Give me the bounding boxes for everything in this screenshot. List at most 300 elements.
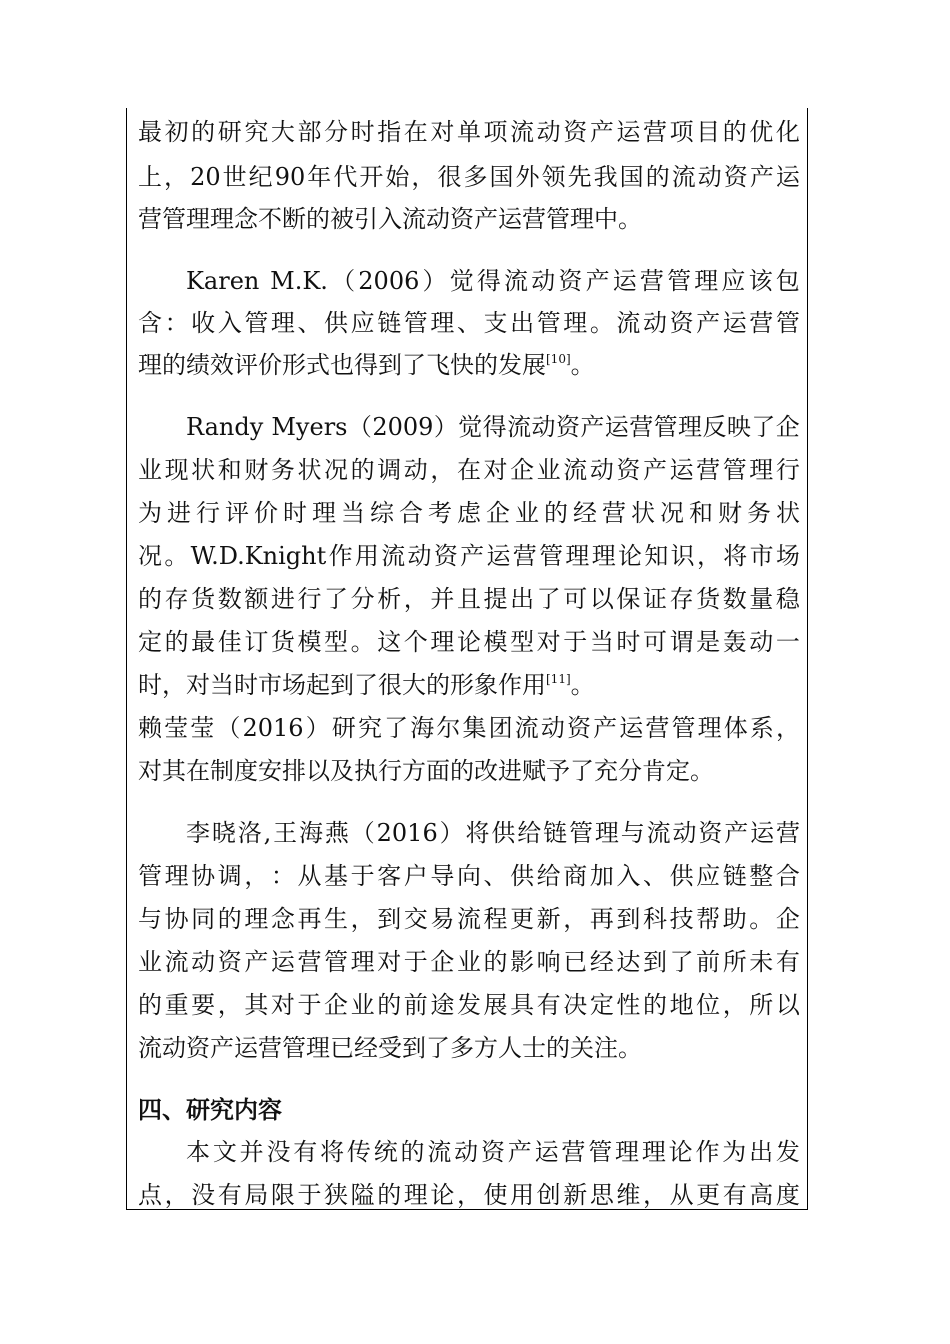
text-glyph: 企 [510, 456, 535, 484]
text-glyph: 当 [589, 628, 614, 656]
text-line [138, 584, 800, 614]
text-glyph: 链 [722, 862, 747, 890]
text-glyph: 资 [669, 309, 694, 337]
text-glyph: 管 [588, 1138, 613, 1166]
text-glyph: 最 [138, 118, 162, 146]
text-glyph: 燕 [324, 819, 349, 847]
text-line [138, 904, 800, 934]
text-glyph: 新 [536, 905, 561, 933]
text-glyph: 理 [430, 309, 455, 337]
text-glyph: 反 [702, 413, 727, 441]
text-glyph: 该 [748, 267, 773, 295]
text-glyph: 多 [463, 163, 488, 191]
text-glyph: 流 [456, 905, 481, 933]
text-glyph: ， [696, 542, 721, 570]
text-glyph: 创 [536, 1181, 561, 1209]
text-glyph: 营 [645, 714, 670, 742]
text-glyph: 链 [543, 819, 568, 847]
text-glyph: 理 [270, 309, 295, 337]
text-glyph: 有 [775, 948, 800, 976]
text-glyph: 。 [164, 542, 189, 570]
text-glyph: 项 [483, 118, 508, 146]
text-glyph: 谓 [669, 628, 694, 656]
text-run: 。 [570, 671, 595, 699]
text-glyph: , [263, 819, 272, 847]
text-line [186, 818, 800, 848]
text-glyph: 于 [403, 948, 428, 976]
text-glyph: 到 [616, 905, 641, 933]
text-glyph: 晓 [211, 819, 236, 847]
text-glyph: 分 [350, 585, 375, 613]
text-glyph: 为 [722, 1138, 747, 1166]
text-glyph: 给 [517, 819, 542, 847]
text-glyph: 。 [749, 905, 774, 933]
text-glyph: ， [217, 991, 242, 1019]
text-glyph: 觉 [458, 413, 483, 441]
text-glyph: 流 [164, 948, 189, 976]
text-glyph: 经 [573, 499, 597, 527]
text-glyph: 、 [483, 862, 508, 890]
text-glyph: 客 [377, 862, 402, 890]
text-glyph: 供 [491, 819, 516, 847]
text-glyph: 的 [377, 991, 402, 1019]
text-glyph: 所 [722, 948, 747, 976]
text-glyph: M.K. [270, 267, 328, 295]
text-glyph: 并 [430, 585, 455, 613]
text-glyph: 数 [722, 585, 747, 613]
text-glyph: 运 [534, 1138, 559, 1166]
text-glyph: 具 [510, 991, 535, 1019]
text-glyph: 决 [563, 991, 588, 1019]
text-glyph: 这 [377, 628, 402, 656]
text-glyph: 没 [266, 1138, 291, 1166]
text-glyph: 个 [403, 628, 428, 656]
text-glyph: 动 [672, 819, 697, 847]
text-glyph: 资 [217, 948, 242, 976]
text-glyph: 理 [697, 714, 722, 742]
text-glyph: 向 [456, 862, 481, 890]
text-glyph: 2009 [372, 413, 434, 441]
text-glyph: 的 [164, 628, 189, 656]
text-glyph: 入 [217, 309, 242, 337]
text-glyph: 含 [138, 309, 162, 337]
text-glyph: 动 [407, 542, 432, 570]
text-glyph: 文 [212, 1138, 237, 1166]
text-glyph: 论 [668, 1138, 693, 1166]
text-glyph: 上 [138, 163, 162, 191]
text-glyph: 了 [324, 585, 349, 613]
text-glyph: 对 [270, 991, 295, 1019]
text-glyph: 李 [186, 819, 210, 847]
text-glyph: 存 [669, 585, 694, 613]
section-heading: 四、研究内容 [138, 1095, 282, 1124]
text-glyph: 动 [191, 948, 216, 976]
text-glyph: 最 [191, 628, 216, 656]
text-glyph: 流 [504, 267, 529, 295]
text-glyph: 在 [403, 118, 428, 146]
text-line [138, 990, 800, 1020]
text-glyph: 莹 [190, 714, 215, 742]
text-glyph: 时 [616, 628, 641, 656]
text-glyph: ） [439, 819, 464, 847]
text-glyph: 运 [775, 163, 800, 191]
text-glyph: 用 [510, 1181, 535, 1209]
text-glyph: 年 [307, 163, 332, 191]
text-run: 时，对当时市场起到了很大的形象作用 [138, 671, 546, 699]
text-glyph: 出 [749, 1138, 774, 1166]
text-glyph: 初 [164, 118, 189, 146]
text-glyph: 于 [297, 991, 322, 1019]
text-glyph: 业 [350, 991, 375, 1019]
text-glyph: 流 [616, 309, 641, 337]
text-glyph: 于 [297, 1181, 322, 1209]
text-glyph: 的 [642, 991, 667, 1019]
text-glyph: 理 [565, 542, 590, 570]
text-glyph: 运 [669, 456, 694, 484]
text-line [138, 162, 800, 192]
text-glyph: 分 [324, 118, 349, 146]
text-glyph: 对 [377, 948, 402, 976]
text-glyph: 进 [270, 585, 295, 613]
text-glyph: 交 [403, 905, 428, 933]
text-glyph: 整 [749, 862, 774, 890]
text-glyph: 始 [385, 163, 410, 191]
text-glyph: 易 [430, 905, 455, 933]
text-glyph: 性 [616, 991, 641, 1019]
text-glyph: 管 [671, 714, 696, 742]
text-glyph: 营 [512, 542, 537, 570]
text-glyph: 作 [328, 542, 353, 570]
text-glyph: 货 [270, 628, 295, 656]
text-glyph: 基 [324, 862, 349, 890]
text-glyph: ， [350, 905, 375, 933]
text-glyph: 况 [324, 456, 349, 484]
text-glyph: 得 [476, 267, 501, 295]
text-glyph: ， [411, 163, 436, 191]
text-glyph: 理 [591, 542, 616, 570]
text-glyph: 业 [536, 456, 561, 484]
text-glyph: 隘 [350, 1181, 375, 1209]
text-glyph: 我 [593, 163, 618, 191]
text-line: 流动资产运营管理已经受到了多方人士的关注。 [138, 1034, 642, 1062]
text-glyph: 企 [324, 991, 349, 1019]
text-glyph: 运 [486, 542, 511, 570]
text-glyph: 营 [642, 118, 667, 146]
text-glyph: 理 [678, 413, 703, 441]
text-glyph: 纪 [248, 163, 273, 191]
text-line [138, 713, 800, 743]
text-glyph: 前 [696, 948, 721, 976]
text-glyph: ， [775, 714, 800, 742]
text-glyph: （ [216, 714, 241, 742]
text-glyph: 从 [669, 1181, 694, 1209]
text-glyph: 、 [297, 309, 322, 337]
text-glyph: 到 [377, 905, 402, 933]
text-glyph: 产 [507, 1138, 532, 1166]
text-run: 理的绩效评价形式也得到了飞快的发展 [138, 351, 546, 379]
text-glyph: 并 [239, 1138, 264, 1166]
text-glyph: ） [422, 267, 447, 295]
text-glyph: 当 [341, 499, 365, 527]
text-glyph: 理 [615, 1138, 639, 1166]
text-glyph: 发 [456, 991, 481, 1019]
text-glyph: 行 [297, 585, 322, 613]
text-glyph: 。 [350, 628, 375, 656]
text-glyph: 国 [489, 163, 514, 191]
text-glyph: 位 [696, 991, 721, 1019]
text-glyph: 况 [660, 499, 684, 527]
text-glyph: 资 [563, 118, 588, 146]
text-glyph: 行 [196, 499, 220, 527]
text-glyph: 更 [696, 1181, 721, 1209]
text-glyph: 财 [718, 499, 742, 527]
text-glyph: 大 [270, 118, 295, 146]
text-glyph: 产 [696, 309, 721, 337]
text-glyph: 海 [299, 819, 324, 847]
text-glyph: ， [642, 1181, 667, 1209]
text-glyph: 作 [695, 1138, 720, 1166]
text-line [138, 947, 800, 977]
text-glyph: 合 [399, 499, 423, 527]
text-glyph: 给 [536, 862, 561, 890]
text-glyph: 以 [775, 991, 800, 1019]
text-glyph: 型 [510, 628, 535, 656]
text-glyph: 所 [749, 991, 774, 1019]
text-glyph: 进 [167, 499, 191, 527]
text-glyph: 导 [430, 862, 455, 890]
text-glyph: 理 [641, 1138, 666, 1166]
text-glyph: 资 [698, 819, 723, 847]
text-glyph: 统 [373, 1138, 398, 1166]
text-glyph: 响 [536, 948, 561, 976]
text-glyph: 了 [751, 413, 776, 441]
text-glyph: 流 [646, 819, 671, 847]
text-glyph: ） [433, 413, 458, 441]
text-glyph: 技 [669, 905, 694, 933]
text-glyph: 产 [460, 542, 485, 570]
text-glyph: 发 [775, 1138, 800, 1166]
text-line [138, 117, 800, 147]
text-glyph: 没 [191, 1181, 216, 1209]
text-glyph: 团 [488, 714, 513, 742]
text-glyph: 以 [589, 585, 614, 613]
text-glyph: 映 [726, 413, 751, 441]
text-glyph: 资 [555, 413, 580, 441]
text-glyph: 应 [350, 309, 375, 337]
text-glyph: 可 [642, 628, 667, 656]
text-glyph: 知 [644, 542, 669, 570]
text-glyph: 与 [138, 905, 162, 933]
text-glyph: 和 [689, 499, 713, 527]
text-glyph: 部 [297, 118, 322, 146]
text-glyph: 资 [616, 456, 641, 484]
text-glyph: 状 [191, 456, 216, 484]
text-glyph: 研 [331, 714, 356, 742]
text-glyph: 莹 [164, 714, 189, 742]
text-glyph: 影 [510, 948, 535, 976]
text-glyph: 时 [350, 118, 375, 146]
text-glyph: 考 [428, 499, 452, 527]
text-glyph: 的 [483, 948, 508, 976]
text-glyph: 管 [653, 413, 678, 441]
text-glyph: 企 [775, 413, 800, 441]
text-glyph: 对 [536, 628, 561, 656]
text-glyph: 尔 [436, 714, 461, 742]
text-line [138, 541, 800, 571]
text-glyph: 流 [510, 118, 535, 146]
text-glyph: 系 [749, 714, 774, 742]
text-glyph: 流 [671, 163, 696, 191]
text-glyph: 营 [639, 267, 664, 295]
text-glyph: 管 [536, 309, 561, 337]
text-glyph: 流 [514, 714, 539, 742]
text-glyph: 再 [589, 905, 614, 933]
text-glyph: 定 [589, 991, 614, 1019]
text-run: 。 [570, 351, 595, 379]
text-glyph: 理 [563, 309, 588, 337]
text-glyph: 数 [217, 585, 242, 613]
text-glyph: 链 [377, 309, 402, 337]
text-glyph: 量 [749, 585, 774, 613]
text-glyph: 产 [580, 413, 605, 441]
text-glyph: 合 [775, 862, 800, 890]
text-glyph: 动 [454, 1138, 479, 1166]
text-line [186, 1137, 800, 1167]
text-glyph: 论 [456, 628, 481, 656]
text-glyph: W.D.Knight [190, 542, 327, 570]
text-glyph: 业 [138, 948, 162, 976]
text-glyph: 流 [507, 413, 532, 441]
text-glyph: 运 [616, 118, 641, 146]
text-glyph: 生 [324, 905, 349, 933]
text-glyph: 状 [297, 456, 322, 484]
text-glyph: 海 [410, 714, 435, 742]
text-glyph: ， [164, 163, 189, 191]
text-glyph: 供 [510, 862, 535, 890]
text-glyph: 调 [217, 862, 242, 890]
text-glyph: ， [430, 456, 455, 484]
text-glyph: 运 [604, 413, 629, 441]
text-glyph: 同 [191, 905, 216, 933]
text-glyph: 很 [437, 163, 462, 191]
text-glyph: 将 [465, 819, 490, 847]
text-glyph: 。 [589, 309, 614, 337]
text-glyph: 状 [631, 499, 655, 527]
text-glyph: 产 [642, 456, 667, 484]
text-glyph: 开 [359, 163, 384, 191]
text-glyph: 现 [164, 456, 189, 484]
text-glyph: 证 [642, 585, 667, 613]
text-glyph: 限 [270, 1181, 295, 1209]
text-glyph: 达 [616, 948, 641, 976]
text-glyph: 业 [138, 456, 162, 484]
text-line: 对其在制度安排以及执行方面的改进赋予了充分肯定。 [138, 757, 714, 785]
text-glyph: 稳 [775, 585, 800, 613]
text-glyph: 2006 [358, 267, 420, 295]
text-glyph: 化 [775, 118, 800, 146]
text-glyph: 在 [456, 456, 481, 484]
text-glyph: 管 [667, 267, 692, 295]
text-glyph: 动 [536, 118, 561, 146]
text-glyph: 协 [191, 862, 216, 890]
text-glyph: 理 [694, 267, 719, 295]
text-glyph: 管 [244, 309, 269, 337]
text-glyph: 市 [749, 542, 774, 570]
text-glyph: 运 [612, 267, 637, 295]
text-glyph: ， [456, 1181, 481, 1209]
text-glyph: 运 [750, 819, 775, 847]
text-glyph: ， [722, 991, 747, 1019]
text-glyph: 保 [616, 585, 641, 613]
text-glyph: 额 [244, 585, 269, 613]
text-glyph: 一 [775, 628, 800, 656]
text-glyph: Randy [186, 413, 271, 441]
text-glyph: 货 [696, 585, 721, 613]
text-glyph: 企 [430, 948, 455, 976]
text-glyph: 理 [312, 499, 336, 527]
text-glyph: 的 [138, 585, 162, 613]
text-glyph: 出 [510, 309, 535, 337]
text-glyph: 地 [669, 991, 694, 1019]
text-glyph: 动 [531, 413, 556, 441]
text-glyph: 到 [642, 948, 667, 976]
text-glyph: 是 [696, 628, 721, 656]
text-glyph: 协 [164, 905, 189, 933]
text-glyph: 领 [541, 163, 566, 191]
text-line [138, 455, 800, 485]
text-glyph: 营 [629, 413, 654, 441]
text-glyph: 论 [430, 1181, 455, 1209]
text-glyph: 定 [138, 628, 162, 656]
text-glyph: 于 [563, 628, 588, 656]
text-glyph: （ [331, 267, 356, 295]
text-glyph: 产 [724, 819, 749, 847]
text-glyph: 科 [642, 905, 667, 933]
text-glyph: 念 [270, 905, 295, 933]
text-glyph: 理 [430, 628, 455, 656]
text-glyph: 传 [346, 1138, 371, 1166]
text-glyph: 状 [776, 499, 800, 527]
text-glyph: ： [164, 309, 189, 337]
text-glyph: 的 [722, 118, 747, 146]
text-glyph: ： [270, 862, 295, 890]
text-glyph: 从 [297, 862, 322, 890]
text-glyph: 动 [403, 456, 428, 484]
text-glyph: 局 [244, 1181, 269, 1209]
text-glyph: 狭 [324, 1181, 349, 1209]
text-line [138, 350, 800, 380]
text-glyph: 企 [486, 499, 510, 527]
text-glyph: （ [350, 819, 375, 847]
text-glyph: 资 [558, 267, 583, 295]
text-glyph: 程 [483, 905, 508, 933]
text-glyph: 世 [222, 163, 247, 191]
text-glyph: 体 [723, 714, 748, 742]
text-glyph: 代 [333, 163, 358, 191]
text-glyph: 入 [616, 862, 641, 890]
text-glyph: 对 [430, 118, 455, 146]
text-glyph: 有 [722, 1181, 747, 1209]
text-glyph: 动 [589, 456, 614, 484]
text-glyph: 赖 [138, 714, 162, 742]
text-glyph: 运 [270, 948, 295, 976]
text-glyph: 企 [775, 905, 800, 933]
text-line [138, 861, 800, 891]
text-glyph: 产 [749, 163, 774, 191]
text-glyph: 资 [433, 542, 458, 570]
text-glyph: 、 [642, 862, 667, 890]
text-glyph: （ [347, 413, 372, 441]
